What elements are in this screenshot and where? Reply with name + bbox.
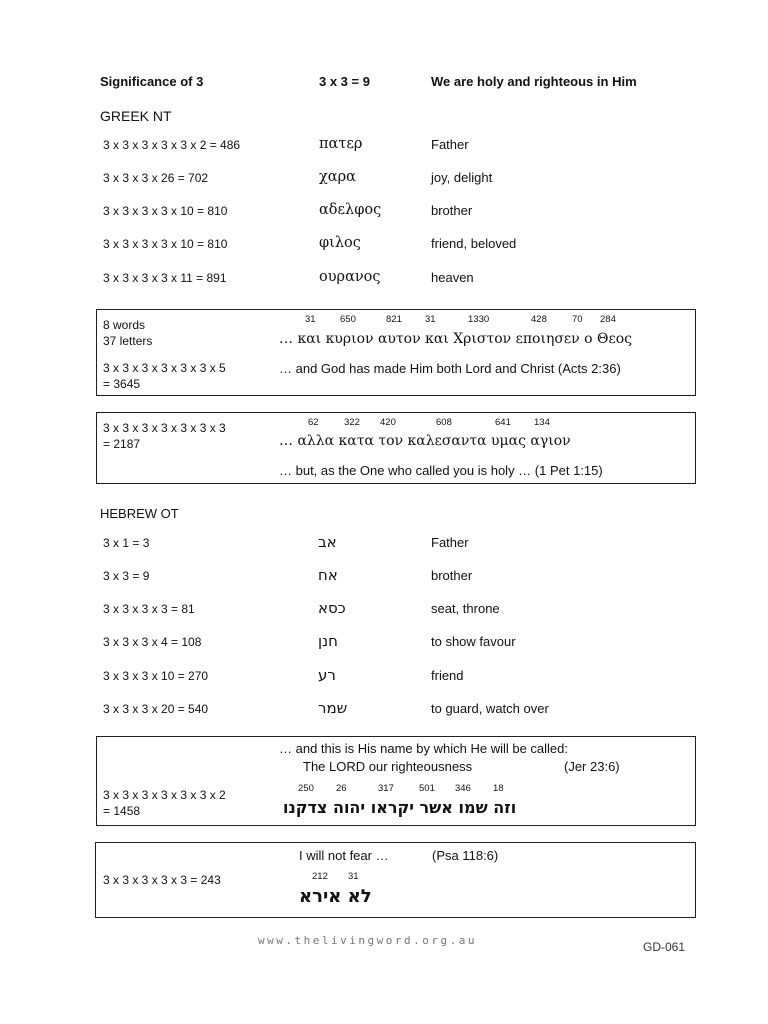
word-value: 212: [312, 871, 328, 882]
jeremiah-verse-box: [96, 736, 696, 826]
hebrew-word: כסא: [318, 599, 346, 617]
word-value: 31: [348, 871, 359, 882]
box-calc: 3 x 3 x 3 x 3 x 3 x 3 x 2: [103, 788, 226, 802]
greek-meaning: joy, delight: [431, 170, 493, 185]
greek-word: φιλος: [319, 235, 361, 251]
hebrew-word: רע: [318, 666, 336, 684]
hebrew-calc: 3 x 1 = 3: [103, 536, 150, 550]
hebrew-meaning: friend: [431, 668, 464, 683]
hebrew-meaning: Father: [431, 535, 469, 550]
greek-verse: … αλλα κατα τον καλεσαντα υμας αγιον: [279, 433, 571, 449]
hebrew-word: אב: [318, 533, 337, 551]
word-value: 641: [495, 417, 511, 428]
verse-line: I will not fear …: [299, 848, 389, 863]
hebrew-calc: 3 x 3 = 9: [103, 569, 150, 583]
header-equation: 3 x 3 = 9: [319, 74, 370, 89]
peter-verse-box: [96, 412, 696, 484]
word-value: 134: [534, 417, 550, 428]
box-calc-result: = 1458: [103, 804, 141, 818]
greek-calc: 3 x 3 x 3 x 3 x 10 = 810: [103, 204, 228, 218]
greek-calc: 3 x 3 x 3 x 3 x 3 x 2 = 486: [103, 138, 241, 152]
hebrew-calc: 3 x 3 x 3 x 10 = 270: [103, 669, 209, 683]
word-value: 31: [305, 314, 316, 325]
word-value: 420: [380, 417, 396, 428]
box-calc: 3 x 3 x 3 x 3 x 3 x 3 x 5: [103, 361, 226, 375]
hebrew-meaning: to guard, watch over: [431, 701, 549, 716]
greek-word: αδελφος: [319, 202, 382, 218]
word-count: 8 words: [103, 318, 146, 332]
word-value: 317: [378, 783, 394, 794]
word-value: 322: [344, 417, 360, 428]
document-code: GD-061: [643, 940, 686, 954]
letter-count: 37 letters: [103, 334, 153, 348]
word-value: 608: [436, 417, 452, 428]
verse-line: … and this is His name by which He will be called:: [279, 741, 569, 756]
hebrew-meaning: seat, throne: [431, 601, 500, 616]
greek-word: πατερ: [319, 136, 363, 152]
word-value: 26: [336, 783, 347, 794]
greek-meaning: Father: [431, 137, 469, 152]
verse-reference: (Psa 118:6): [432, 848, 499, 863]
greek-calc: 3 x 3 x 3 x 3 x 10 = 810: [103, 237, 228, 251]
header-statement: We are holy and righteous in Him: [431, 74, 637, 89]
word-value: 18: [493, 783, 504, 794]
verse-reference: (Jer 23:6): [564, 759, 620, 774]
website-url: www.thelivingword.org.au: [258, 934, 477, 947]
word-value: 501: [419, 783, 435, 794]
hebrew-calc: 3 x 3 x 3 x 3 = 81: [103, 602, 195, 616]
verse-translation: … but, as the One who called you is holy … (1 Pet 1:15): [279, 463, 603, 478]
hebrew-word: שמר: [318, 699, 348, 717]
word-value: 284: [600, 314, 616, 325]
greek-word: ουρανος: [319, 269, 381, 285]
verse-line: The LORD our righteousness: [303, 759, 473, 774]
word-value: 650: [340, 314, 356, 325]
greek-verse: … και κυριον αυτον και Χριστον εποιησεν ο Θεος: [279, 331, 632, 347]
greek-calc: 3 x 3 x 3 x 26 = 702: [103, 171, 209, 185]
greek-meaning: heaven: [431, 270, 474, 285]
box-calc: 3 x 3 x 3 x 3 x 3 x 3 x 3: [103, 421, 226, 435]
word-value: 428: [531, 314, 547, 325]
greek-heading: GREEK NT: [100, 108, 172, 124]
hebrew-word: אח: [318, 566, 338, 584]
hebrew-heading: HEBREW OT: [100, 506, 179, 521]
word-value: 70: [572, 314, 583, 325]
word-value: 346: [455, 783, 471, 794]
box-calc-result: = 2187: [103, 437, 141, 451]
hebrew-meaning: to show favour: [431, 634, 516, 649]
hebrew-calc: 3 x 3 x 3 x 20 = 540: [103, 702, 209, 716]
hebrew-verse: לא אירא: [299, 886, 372, 907]
word-value: 62: [308, 417, 319, 428]
word-value: 1330: [468, 314, 490, 325]
psalm-verse-box: [95, 842, 696, 918]
greek-meaning: brother: [431, 203, 473, 218]
hebrew-calc: 3 x 3 x 3 x 4 = 108: [103, 635, 202, 649]
hebrew-verse: וזה שמו אשר יקראו יהוה צדקנו: [283, 798, 517, 817]
greek-calc: 3 x 3 x 3 x 3 x 11 = 891: [103, 271, 227, 285]
word-value: 821: [386, 314, 402, 325]
hebrew-word: חנן: [318, 632, 338, 650]
verse-translation: … and God has made Him both Lord and Christ (Acts 2:36): [279, 361, 621, 376]
greek-meaning: friend, beloved: [431, 236, 517, 251]
acts-verse-box: [96, 309, 696, 396]
word-value: 250: [298, 783, 314, 794]
page-title: Significance of 3: [100, 74, 204, 89]
box-calc-result: = 3645: [103, 377, 141, 391]
word-value: 31: [425, 314, 436, 325]
hebrew-meaning: brother: [431, 568, 473, 583]
box-calc: 3 x 3 x 3 x 3 x 3 = 243: [103, 873, 221, 887]
greek-word: χαρα: [319, 169, 356, 185]
